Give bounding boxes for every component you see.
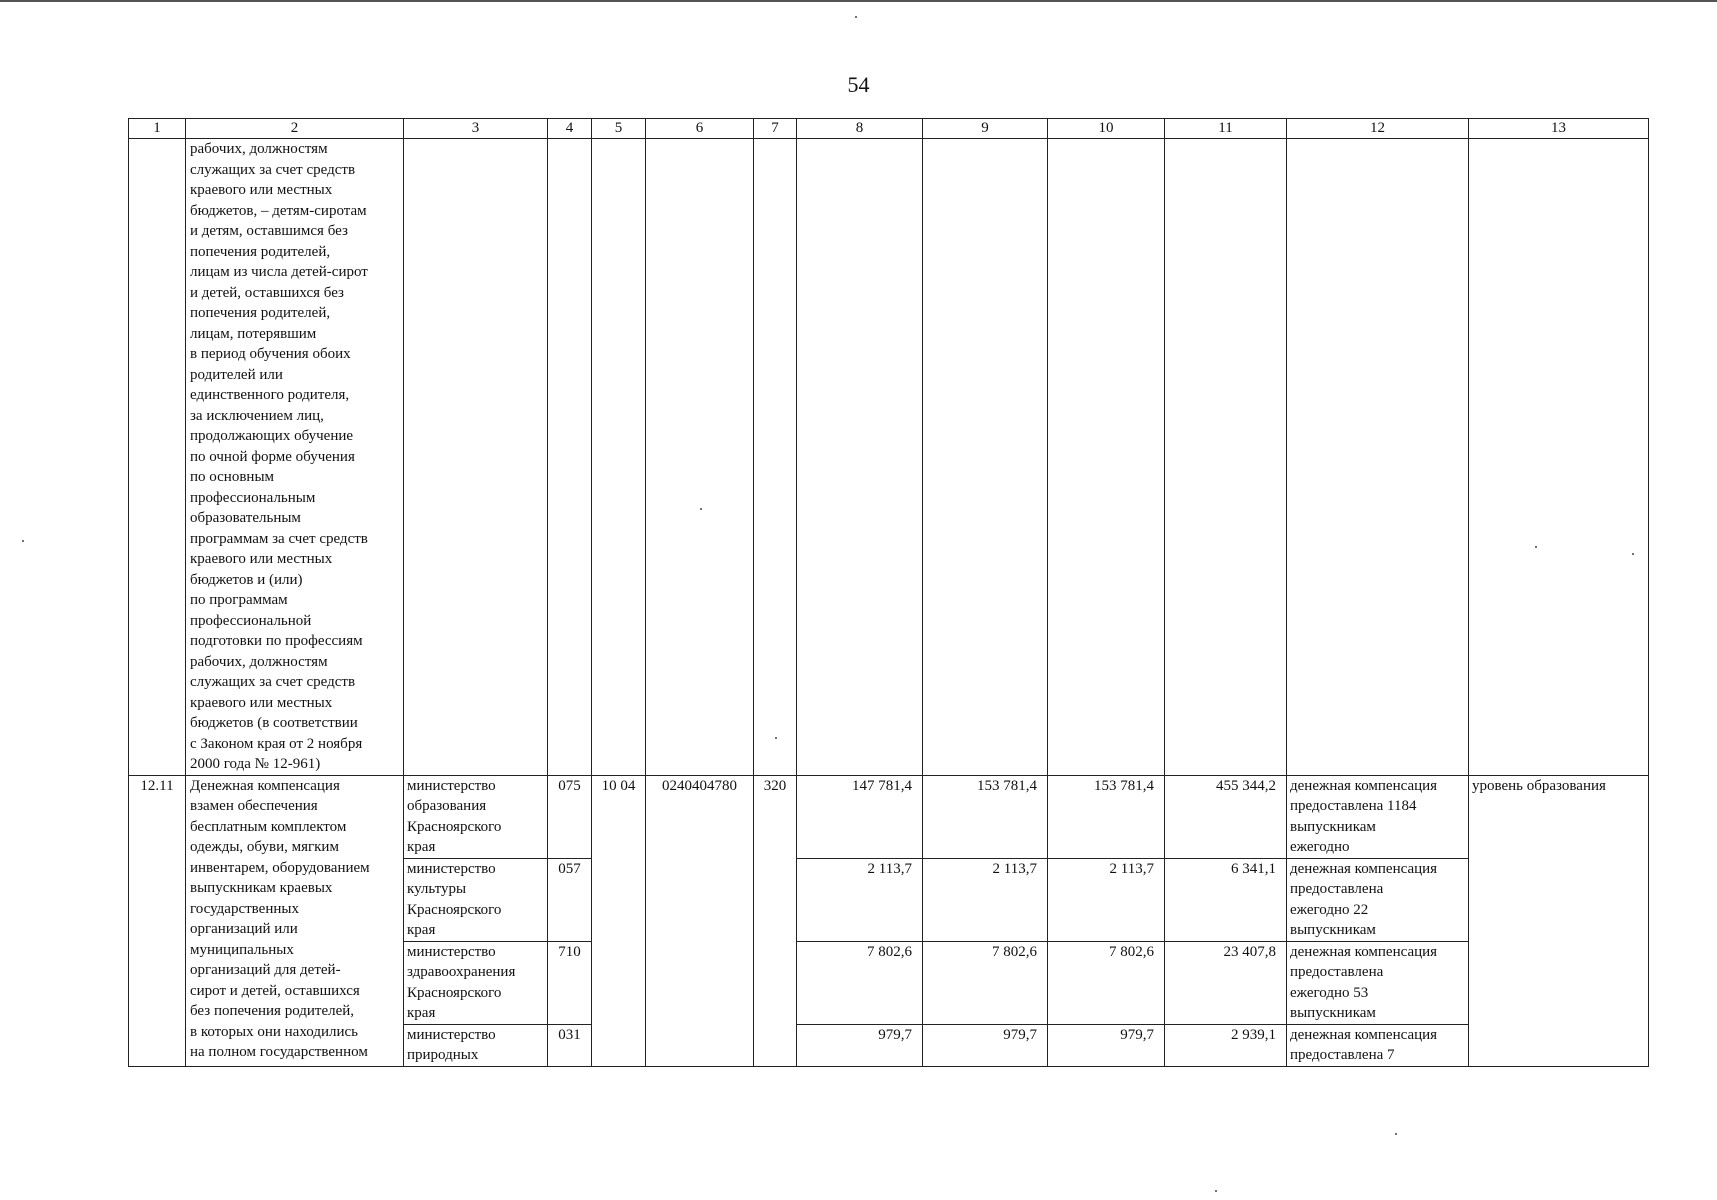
column-header-4: 4 bbox=[548, 119, 592, 139]
agency-cell: министерство здравоохранения Красноярского края bbox=[404, 941, 548, 1024]
scan-speck bbox=[1632, 553, 1634, 555]
agency-code: 031 bbox=[548, 1024, 592, 1066]
continuation-text: рабочих, должностям служащих за счет средств краевого или местных бюджетов, – детям-сиротам и детям, оставшимся без попечения родителей, лицам из числа детей-сирот и детей, оставшихся без попечения родителей, лицам, потерявшим в период обучения обоих родителей или единственного родителя, за исключением лиц, продолжающих обучение по очной форме обучения по основным профессиональным образовательным программам за счет средств краевого или местных бюджетов и (или) по программам профессиональной подготовки по профессиям рабочих, должностям служащих за счет средств краевого или местных бюджетов (в соответствии с Законом края от 2 ноября 2000 года № 12-961) bbox=[186, 139, 404, 776]
continuation-row bbox=[129, 139, 1649, 776]
indicator: уровень образования bbox=[1469, 775, 1649, 1066]
value-year-3: 2 113,7 bbox=[1048, 858, 1165, 941]
agency-code: 057 bbox=[548, 858, 592, 941]
value-year-3: 979,7 bbox=[1048, 1024, 1165, 1066]
item-name: Денежная компенсация взамен обеспечения бесплатным комплектом одежды, обуви, мягким инвентарем, оборудованием выпускникам краевых государственных организаций или муниципальных организаций для детей- сирот и детей, оставшихся без попечения родителей, в которых они находились на полном государственном bbox=[186, 775, 404, 1066]
page-number: 54 bbox=[847, 72, 870, 97]
value-year-1: 7 802,6 bbox=[797, 941, 923, 1024]
value-total: 2 939,1 bbox=[1165, 1024, 1287, 1066]
section-code: 10 04 bbox=[592, 775, 646, 1066]
scan-speck bbox=[22, 540, 24, 542]
expected-result: денежная компенсация предоставлена 1184 выпускникам ежегодно bbox=[1287, 775, 1469, 858]
value-year-3: 7 802,6 bbox=[1048, 941, 1165, 1024]
column-header-8: 8 bbox=[797, 119, 923, 139]
column-header-2: 2 bbox=[186, 119, 404, 139]
value-year-2: 153 781,4 bbox=[923, 775, 1048, 858]
value-total: 6 341,1 bbox=[1165, 858, 1287, 941]
scan-speck bbox=[700, 508, 702, 510]
column-header-13: 13 bbox=[1469, 119, 1649, 139]
column-header-6: 6 bbox=[646, 119, 754, 139]
budget-table bbox=[128, 118, 1649, 1067]
table-row bbox=[129, 775, 1649, 858]
scan-speck bbox=[775, 737, 777, 739]
expected-result: денежная компенсация предоставлена 7 bbox=[1287, 1024, 1469, 1066]
agency-cell: министерство природных bbox=[404, 1024, 548, 1066]
target-code: 0240404780 bbox=[646, 775, 754, 1066]
column-header-3: 3 bbox=[404, 119, 548, 139]
column-header-1: 1 bbox=[129, 119, 186, 139]
agency-cell: министерство культуры Красноярского края bbox=[404, 858, 548, 941]
column-header-9: 9 bbox=[923, 119, 1048, 139]
expected-result: денежная компенсация предоставлена ежегодно 22 выпускникам bbox=[1287, 858, 1469, 941]
expense-type: 320 bbox=[754, 775, 797, 1066]
value-year-1: 979,7 bbox=[797, 1024, 923, 1066]
value-year-1: 2 113,7 bbox=[797, 858, 923, 941]
agency-code: 075 bbox=[548, 775, 592, 858]
scan-speck bbox=[855, 16, 857, 18]
scan-speck bbox=[1215, 1190, 1217, 1192]
column-header-7: 7 bbox=[754, 119, 797, 139]
agency-cell: министерство образования Красноярского края bbox=[404, 775, 548, 858]
agency-code: 710 bbox=[548, 941, 592, 1024]
column-header-12: 12 bbox=[1287, 119, 1469, 139]
column-header-5: 5 bbox=[592, 119, 646, 139]
value-total: 455 344,2 bbox=[1165, 775, 1287, 858]
item-number: 12.11 bbox=[129, 775, 186, 1066]
value-year-3: 153 781,4 bbox=[1048, 775, 1165, 858]
column-header-11: 11 bbox=[1165, 119, 1287, 139]
value-year-2: 979,7 bbox=[923, 1024, 1048, 1066]
scan-speck bbox=[1395, 1133, 1397, 1135]
value-year-1: 147 781,4 bbox=[797, 775, 923, 858]
expected-result: денежная компенсация предоставлена ежегодно 53 выпускникам bbox=[1287, 941, 1469, 1024]
value-year-2: 2 113,7 bbox=[923, 858, 1048, 941]
value-year-2: 7 802,6 bbox=[923, 941, 1048, 1024]
value-total: 23 407,8 bbox=[1165, 941, 1287, 1024]
top-border-line bbox=[0, 0, 1717, 2]
scan-speck bbox=[1535, 546, 1537, 548]
column-header-10: 10 bbox=[1048, 119, 1165, 139]
column-number-row bbox=[129, 119, 1649, 139]
